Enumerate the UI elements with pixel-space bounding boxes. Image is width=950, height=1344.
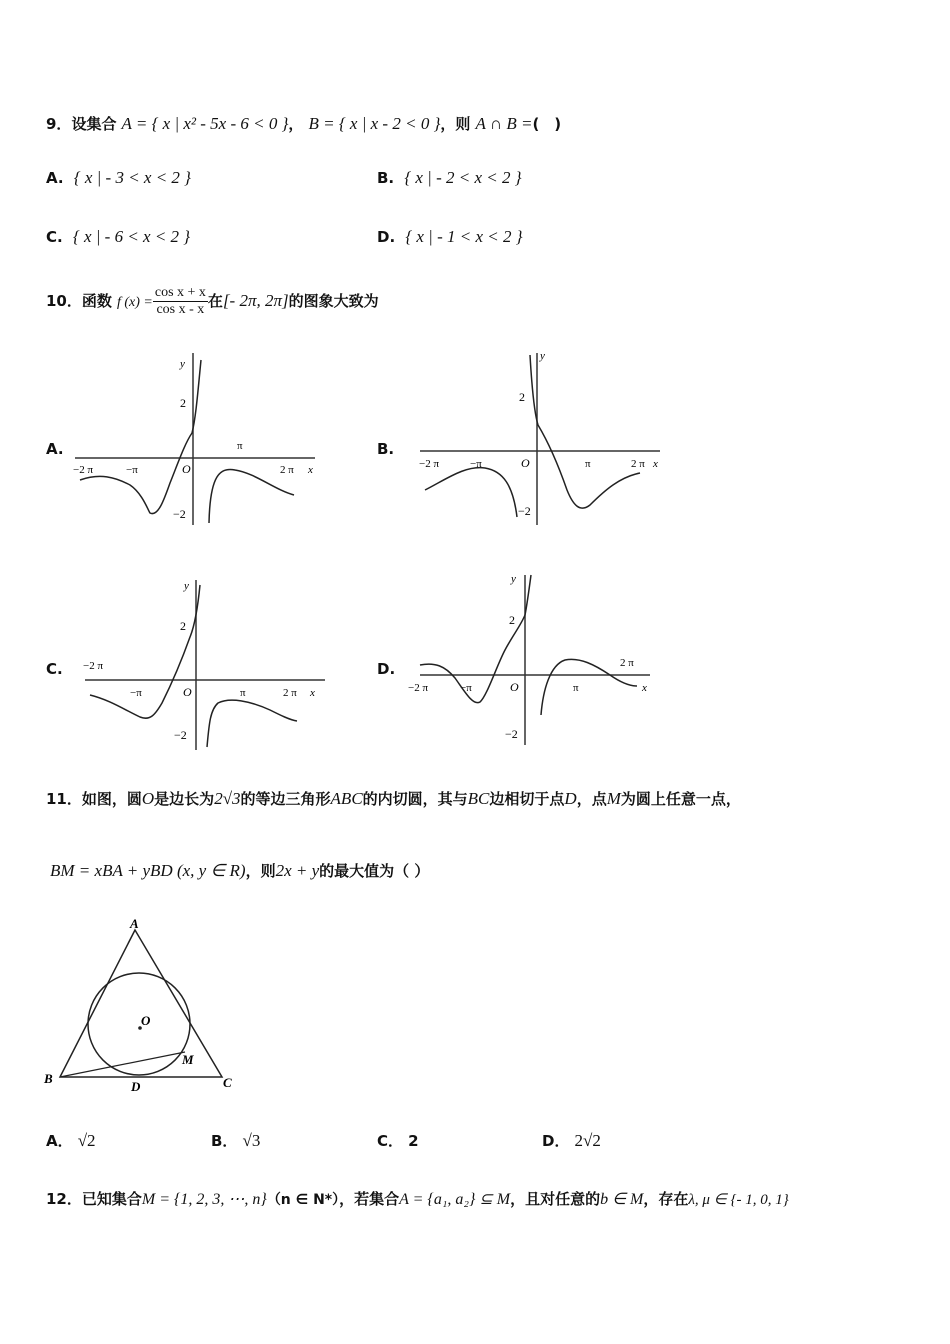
- graph-a: [70, 345, 330, 530]
- tick-label: 2 π: [631, 458, 645, 470]
- curve: [425, 468, 517, 517]
- vertex-label-b: B: [44, 1071, 53, 1086]
- tick-label: π: [585, 458, 591, 470]
- question-10-stem: 10．函数 f (x) = $\frac{\text{cos x + x}}{\text{cos x - x}}$ 在[- 2π, 2π]的图象大致为: [46, 285, 379, 317]
- option-c[interactable]: C. { x | - 6 < x < 2 }: [46, 227, 191, 246]
- vertex-label-a: A: [130, 916, 139, 931]
- point-label-o: O: [141, 1013, 151, 1028]
- vector-equation: BM = xBA + yBD (x, y ∈ R): [50, 861, 246, 880]
- tick-label: −2 π: [419, 458, 440, 470]
- curve: [530, 355, 640, 508]
- question-9-stem: 9．设集合 A = { x | x² - 5x - 6 < 0 }， B = { x | x - 2 < 0 }，则 A ∩ B =( ): [46, 114, 562, 133]
- tick-label: −2 π: [83, 660, 104, 672]
- x-axis-label: x: [308, 464, 313, 476]
- point-label-d: D: [131, 1079, 141, 1094]
- question-number: 9．: [46, 115, 72, 133]
- option-d[interactable]: D. { x | - 1 < x < 2 }: [377, 227, 523, 246]
- option-d[interactable]: D． 2√2: [542, 1131, 601, 1150]
- curve: [207, 700, 297, 747]
- tick-label: 2: [180, 396, 186, 410]
- tick-label: −2: [518, 504, 531, 518]
- set-b: B = { x | x - 2 < 0 }: [308, 114, 441, 133]
- origin-label: O: [182, 462, 191, 476]
- triangle-abc: [60, 930, 222, 1077]
- y-axis-label: y: [540, 350, 545, 362]
- y-axis-label: y: [184, 580, 189, 592]
- question-12-stem: 12．已知集合M = {1, 2, 3, ⋯, n}（n ∈ N*），若集合A = {a₁, a₂} ⊆ M，且对任意的b ∈ M，存在λ, μ ∈ {- 1, 0, 1}: [46, 1190, 789, 1208]
- option-a[interactable]: A. { x | - 3 < x < 2 }: [46, 168, 191, 187]
- graph-option-c-label[interactable]: C.: [46, 660, 63, 678]
- tick-label: 2: [180, 619, 186, 633]
- tick-label: −π: [470, 458, 482, 470]
- question-11-stem: 11．如图，圆O是边长为2√3的等边三角形ABC的内切圆，其与BC边相切于点D，点M为圆上任意一点，: [46, 789, 741, 808]
- graph-option-b-label[interactable]: B.: [377, 440, 395, 458]
- graph-c: [70, 575, 330, 760]
- tick-label: 2: [519, 390, 525, 404]
- question-11-condition: BM = xBA + yBD (x, y ∈ R)，则2x + y的最大值为（ ）: [50, 861, 430, 880]
- question-number: 12．: [46, 1190, 82, 1208]
- tick-label: −2: [174, 728, 187, 742]
- tick-label: −2: [505, 727, 518, 741]
- tick-label: π: [573, 682, 579, 694]
- tick-label: −π: [130, 687, 142, 699]
- graph-b: [405, 345, 665, 530]
- origin-label: O: [183, 685, 192, 699]
- option-c[interactable]: C． 2: [377, 1132, 419, 1150]
- x-axis-label: x: [642, 682, 647, 694]
- tick-label: 2: [509, 613, 515, 627]
- graph-d: [405, 570, 665, 750]
- graph-option-a-label[interactable]: A.: [46, 440, 64, 458]
- question-number: 10．: [46, 292, 82, 310]
- tick-label: −2 π: [408, 682, 429, 694]
- question-number: 11．: [46, 790, 82, 808]
- x-axis-label: x: [653, 458, 658, 470]
- vertex-label-c: C: [223, 1075, 232, 1090]
- curve: [209, 469, 294, 523]
- segment-bm: [60, 1052, 185, 1077]
- tick-label: 2 π: [280, 464, 294, 476]
- x-axis-label: x: [310, 687, 315, 699]
- incircle: [88, 973, 190, 1075]
- option-b[interactable]: B． √3: [211, 1131, 261, 1150]
- curve: [80, 360, 201, 514]
- set-a: A = { x | x² - 5x - 6 < 0 }: [121, 114, 289, 133]
- point-label-m: M: [182, 1052, 194, 1067]
- tick-label: −π: [126, 464, 138, 476]
- triangle-figure: [40, 910, 250, 1095]
- origin-label: O: [521, 456, 530, 470]
- fraction: $\frac{\text{cos x + x}}{\text{cos x - x}}$: [154, 285, 206, 317]
- tick-label: −π: [460, 682, 472, 694]
- tick-label: −2 π: [73, 464, 94, 476]
- option-a[interactable]: A． √2: [46, 1131, 96, 1150]
- tick-label: π: [237, 440, 243, 452]
- tick-label: π: [240, 687, 246, 699]
- tick-label: −2: [173, 507, 186, 521]
- y-axis-label: y: [180, 358, 185, 370]
- y-axis-label: y: [511, 573, 516, 585]
- tick-label: 2 π: [620, 657, 634, 669]
- origin-label: O: [510, 680, 519, 694]
- graph-option-d-label[interactable]: D.: [377, 660, 396, 678]
- tick-label: 2 π: [283, 687, 297, 699]
- option-b[interactable]: B. { x | - 2 < x < 2 }: [377, 168, 522, 187]
